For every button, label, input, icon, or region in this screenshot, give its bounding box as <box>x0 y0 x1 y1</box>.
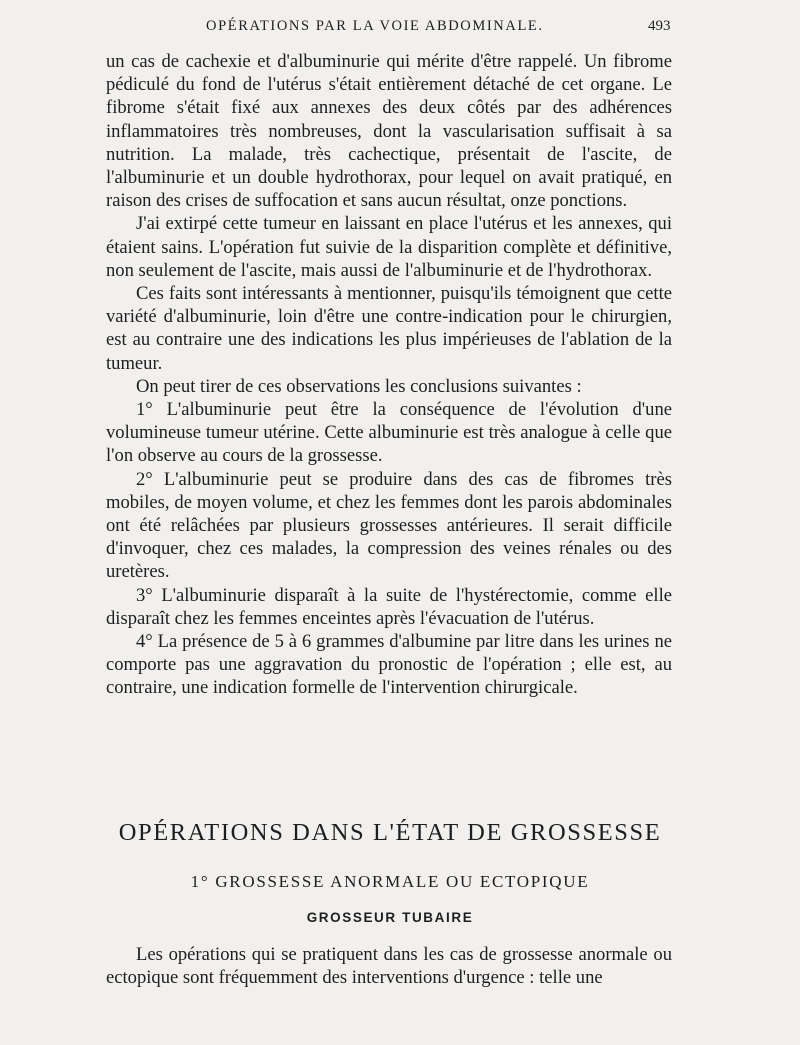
section-body-text <box>106 943 672 989</box>
conclusion-item: 3° L'albuminurie disparaît à la suite de l'hystérectomie, comme elle disparaît chez les femmes enceintes après l'évacuation de l'utérus. <box>106 584 672 629</box>
paragraph: J'ai extirpé cette tumeur en laissant en place l'utérus et les annexes, qui étaient sains. L'opération fut suivie de la disparition complète et définitive, non seulement de l'ascite, mais aussi de l'albuminurie et de l'hydrothorax. <box>106 213 672 281</box>
paragraph: Ces faits sont intéressants à mentionner, puisqu'ils témoignent que cette variété d'albuminurie, loin d'être une contre-indication pour le chirurgien, est au contraire une des indications les plus impérieuses de l'ablation de la tumeur. <box>106 283 672 374</box>
paragraph: On peut tirer de ces observations les conclusions suivantes : <box>136 375 582 397</box>
body-text <box>106 50 672 700</box>
minor-heading: GROSSEUR TUBAIRE <box>306 910 474 925</box>
subsection-title: 1° GROSSESSE ANORMALE OU ECTOPIQUE <box>190 872 590 891</box>
section-title: OPÉRATIONS DANS L'ÉTAT DE GROSSESSE <box>118 819 662 846</box>
running-head <box>0 16 800 40</box>
paragraph-continued: un cas de cachexie et d'albuminurie qui mérite d'être rappelé. Un fibrome pédiculé du fond de l'utérus s'était entièrement détaché de cet organe. Le fibrome s'était fixé aux annexes des deux côtés par des adhérences inflammatoires très nombreuses, dont la vascularisation suffisait à sa nutrition. La malade, très cachectique, présentait de l'ascite, de l'albuminurie et un double hydrothorax, pour lequel on avait pratiqué, en raison des crises de suffocation et sans aucun résultat, onze ponctions. <box>106 51 672 212</box>
conclusion-item: 1° L'albuminurie peut être la conséquence de l'évolution d'une volumineuse tumeur utérine. Cette albuminurie est très analogue à celle que l'on observe au cours de la grossesse. <box>106 399 672 467</box>
conclusion-item: 2° L'albuminurie peut se produire dans des cas de fibromes très mobiles, de moyen volume, et chez les femmes dont les parois abdominales ont été relâchées par plusieurs grossesses antérieures. Il serait difficile d'invoquer, chez ces malades, la compression des veines rénales ou des uretères. <box>106 468 672 583</box>
conclusion-item: 4° La présence de 5 à 6 grammes d'albumine par litre dans les urines ne comporte pas une aggravation du pronostic de l'opération ; elle est, au contraire, une indication formelle de l'intervention chirurgicale. <box>106 631 672 699</box>
paragraph: Les opérations qui se pratiquent dans les cas de grossesse anormale ou ectopique sont fréquemment des interventions d'urgence : telle une <box>106 944 672 989</box>
page-number: 493 <box>648 18 671 34</box>
running-title: OPÉRATIONS PAR LA VOIE ABDOMINALE. <box>206 18 544 34</box>
